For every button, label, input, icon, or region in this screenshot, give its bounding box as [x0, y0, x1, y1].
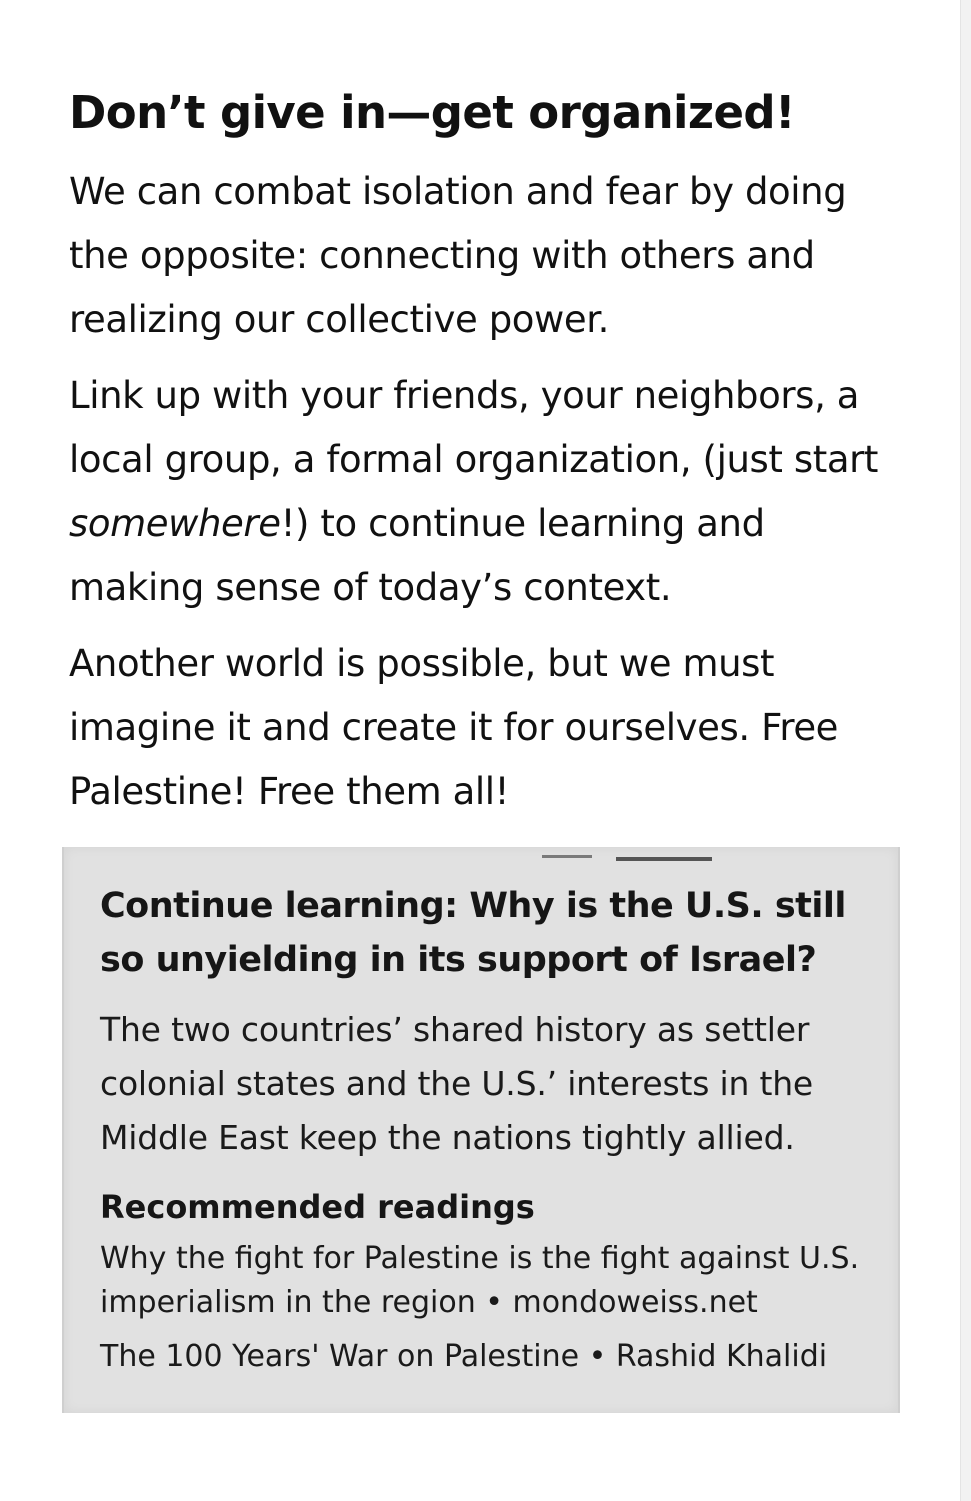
reading-item: The 100 Years' War on Palestine • Rashid Khalidi [100, 1339, 828, 1374]
box-body: The two countries’ shared history as settler colonial states and the U.S.’ interests in the Middle East keep the nations tightly allied. [100, 1010, 814, 1157]
paragraph-another-world: Another world is possible, but we must imagine it and create it for ourselves. Free Palestine! Free them all! [69, 642, 839, 813]
article [69, 84, 899, 836]
emphasis-somewhere: somewhere [69, 502, 281, 545]
box-title: Continue learning: Why is the U.S. still so unyielding in its support of Israel? [100, 886, 846, 980]
scrollbar[interactable] [960, 0, 971, 1501]
box-content [100, 879, 890, 1389]
paragraph-combat-isolation: We can combat isolation and fear by doing the opposite: connecting with others and realizing our collective power. [69, 170, 847, 341]
continue-learning-box [62, 847, 900, 1413]
reading-item: Why the fight for Palestine is the fight against U.S. imperialism in the region • mondoweiss.net [100, 1241, 860, 1320]
paragraph-link-up [69, 364, 899, 620]
print-smudge [616, 857, 712, 861]
print-smudge [542, 855, 592, 858]
paragraph-link-up-start: Link up with your friends, your neighbors, a local group, a formal organization, (just start [69, 374, 879, 481]
paragraph-link-up-end: !) to continue learning and making sense of today’s context. [69, 502, 765, 609]
page-title: Don’t give in—get organized! [69, 86, 795, 139]
readings-title: Recommended readings [100, 1188, 535, 1226]
readings-list [100, 1237, 890, 1379]
